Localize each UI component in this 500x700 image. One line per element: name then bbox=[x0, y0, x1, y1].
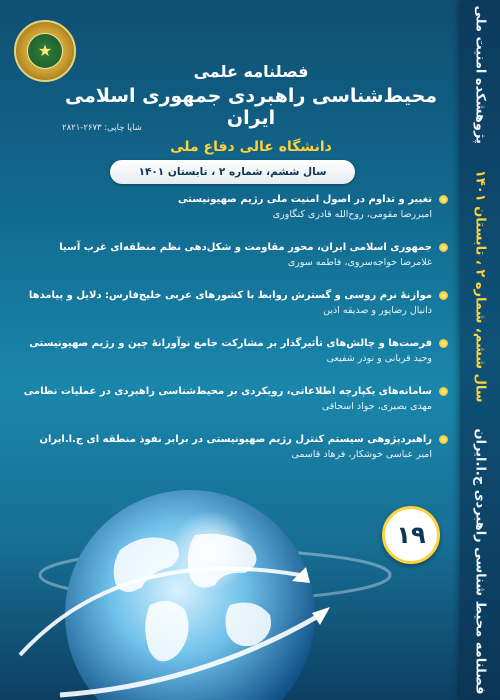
journal-title: محیط‌شناسی راهبردی جمهوری اسلامی ایران bbox=[64, 85, 438, 129]
article-authors: غلامرضا خواجه‌سروی، فاطمه سوری bbox=[287, 257, 432, 268]
issn-label: شاپا چاپی: ۲۶۷۳-۲۸۲۱ bbox=[62, 123, 142, 133]
issue-number-badge: ۱۹ bbox=[382, 506, 440, 564]
article-authors: امیر عباسی خوشکار، فرهاد قاسمی bbox=[291, 449, 432, 460]
article-item bbox=[28, 288, 448, 336]
article-authors: دانیال رضاپور و صدیقه اذین bbox=[323, 305, 432, 316]
journal-spine bbox=[460, 0, 500, 700]
bullet-icon bbox=[439, 435, 448, 444]
article-title: راهبردپژوهی سیستم کنترل رژیم صهیونیستی در برابر نفوذ منطقه ای ج.ا.ایران bbox=[39, 434, 432, 445]
article-item bbox=[23, 384, 448, 432]
article-title: تغییر و تداوم در اصول امنیت ملی رژیم صهیونیستی bbox=[178, 194, 432, 205]
bullet-icon bbox=[439, 291, 448, 300]
bullet-icon bbox=[439, 339, 448, 348]
article-title: جمهوری اسلامی ایران، محور مقاومت و شکل‌دهی نظم منطقه‌ای غرب آسیا bbox=[59, 242, 432, 253]
article-list bbox=[23, 192, 448, 480]
spine-institute: پژوهشکده امنیت ملی bbox=[472, 5, 488, 144]
emblem-star-icon: ★ bbox=[37, 41, 53, 60]
journal-type: فصلنامه علمی bbox=[193, 62, 309, 81]
article-authors: وحید قربانی و نوذر شفیعی bbox=[326, 353, 432, 364]
article-item bbox=[28, 192, 448, 240]
journal-header bbox=[60, 62, 442, 155]
article-authors: مهدی بصیری، جواد اسحاقی bbox=[321, 401, 432, 412]
article-title: سامانه‌های یکپارچه اطلاعاتی، رویکردی بر محیط‌شناسی راهبردی در عملیات نظامی bbox=[23, 386, 432, 397]
emblem-inner bbox=[27, 33, 63, 69]
spine-issue: سال ششم، شماره ۲ ، تابستان ۱۴۰۱ bbox=[472, 169, 488, 403]
bullet-icon bbox=[439, 243, 448, 252]
spine-title: فصلنامه محیط شناسی راهبردی ج.ا.ایران bbox=[472, 428, 488, 695]
article-item bbox=[28, 336, 448, 384]
article-title: موازنهٔ نرم روسی و گسترش روابط با کشورهای عربی خلیج‌فارس: دلایل و پیامدها bbox=[28, 290, 432, 301]
spine-text bbox=[473, 5, 488, 694]
bullet-icon bbox=[439, 387, 448, 396]
globe-illustration-icon bbox=[0, 455, 460, 700]
article-authors: امیررضا مقومی، روح‌الله قادری کنگاوری bbox=[272, 209, 432, 220]
article-item bbox=[28, 240, 448, 288]
bullet-icon bbox=[439, 195, 448, 204]
article-title: فرصت‌ها و چالش‌های تأثیرگذار بر مشارکت جامع نوآورانهٔ چین و رژیم صهیونیستی bbox=[29, 338, 432, 349]
issue-info-banner: سال ششم، شماره ۲ ، تابستان ۱۴۰۱ bbox=[110, 160, 355, 184]
journal-publisher: دانشگاه عالی دفاع ملی bbox=[170, 139, 332, 155]
